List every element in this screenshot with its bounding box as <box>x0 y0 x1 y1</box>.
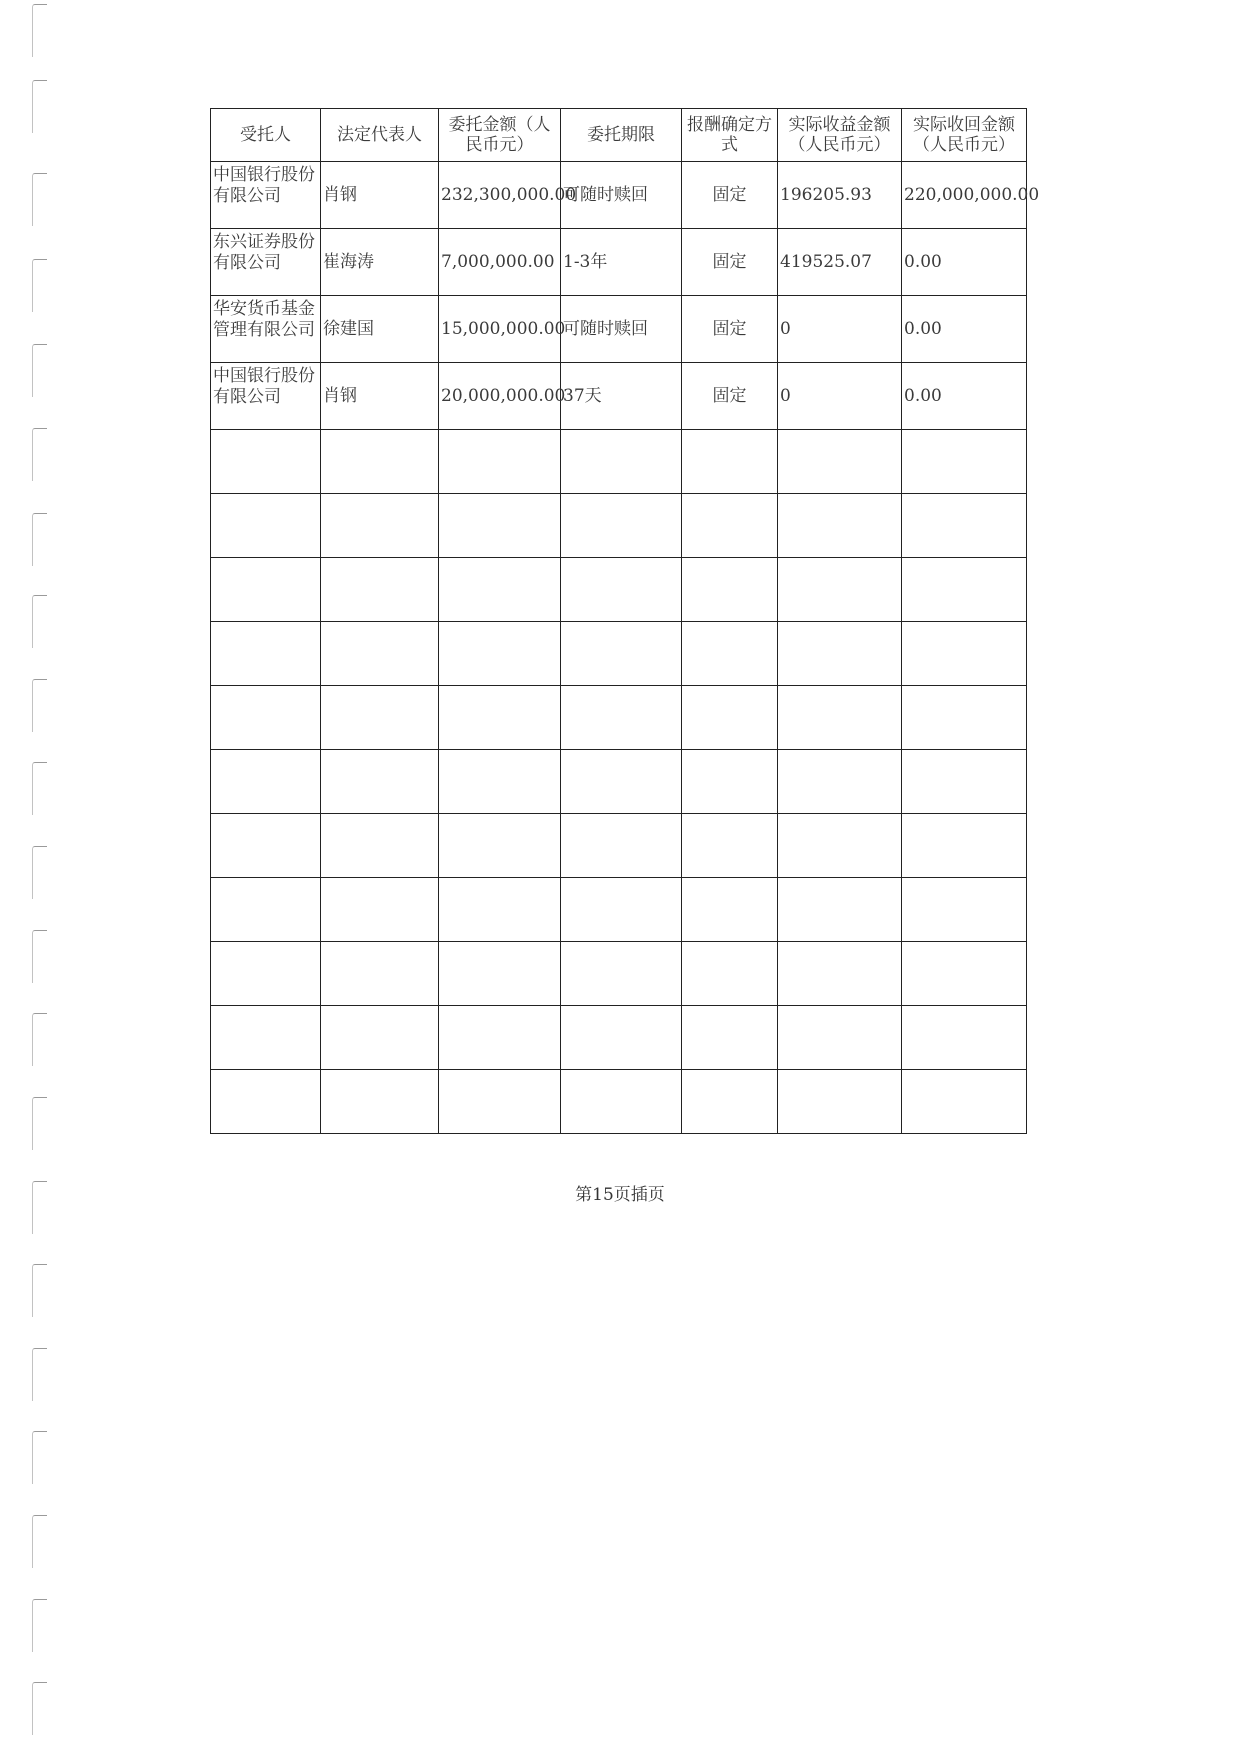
empty-cell <box>682 622 778 686</box>
empty-cell <box>902 878 1027 942</box>
empty-cell <box>321 942 439 1006</box>
cell-legal-representative: 崔海涛 <box>321 229 439 296</box>
binding-hole-mark <box>32 344 47 397</box>
empty-table-row <box>211 686 1027 750</box>
empty-cell <box>682 942 778 1006</box>
cell-actual-income: 196205.93 <box>778 162 902 229</box>
cell-remuneration-method: 固定 <box>682 363 778 430</box>
empty-cell <box>321 558 439 622</box>
empty-table-row <box>211 622 1027 686</box>
binding-marks <box>22 0 52 1753</box>
empty-cell <box>439 814 561 878</box>
empty-cell <box>561 814 682 878</box>
cell-legal-representative: 肖钢 <box>321 162 439 229</box>
empty-cell <box>682 814 778 878</box>
empty-cell <box>211 1070 321 1134</box>
empty-cell <box>561 878 682 942</box>
cell-actual-recovered: 220,000,000.00 <box>902 162 1027 229</box>
empty-cell <box>561 430 682 494</box>
header-entrusted-amount: 委托金额（人民币元） <box>439 109 561 162</box>
header-actual-recovered: 实际收回金额（人民币元） <box>902 109 1027 162</box>
empty-cell <box>321 878 439 942</box>
empty-cell <box>321 1070 439 1134</box>
binding-hole-mark <box>32 1013 47 1066</box>
table-row <box>211 229 1027 296</box>
empty-cell <box>211 430 321 494</box>
empty-cell <box>902 622 1027 686</box>
cell-legal-representative: 肖钢 <box>321 363 439 430</box>
empty-cell <box>778 878 902 942</box>
empty-cell <box>902 494 1027 558</box>
binding-hole-mark <box>32 595 47 648</box>
empty-cell <box>902 942 1027 1006</box>
empty-table-row <box>211 878 1027 942</box>
blank-rows <box>211 430 1027 1134</box>
empty-cell <box>561 942 682 1006</box>
empty-cell <box>211 494 321 558</box>
empty-cell <box>211 942 321 1006</box>
empty-cell <box>321 622 439 686</box>
empty-cell <box>211 558 321 622</box>
cell-remuneration-method: 固定 <box>682 296 778 363</box>
binding-hole-mark <box>32 259 47 312</box>
cell-actual-income: 419525.07 <box>778 229 902 296</box>
binding-hole-mark <box>32 846 47 899</box>
binding-hole-mark <box>32 1599 47 1652</box>
binding-hole-mark <box>32 173 47 226</box>
empty-cell <box>778 494 902 558</box>
table-header-row <box>211 109 1027 162</box>
empty-cell <box>778 814 902 878</box>
empty-table-row <box>211 430 1027 494</box>
empty-table-row <box>211 1070 1027 1134</box>
binding-hole-mark <box>32 1097 47 1150</box>
binding-hole-mark <box>32 80 47 133</box>
header-trustee: 受托人 <box>211 109 321 162</box>
cell-remuneration-method: 固定 <box>682 162 778 229</box>
cell-trustee: 中国银行股份有限公司 <box>211 162 321 229</box>
empty-cell <box>561 1006 682 1070</box>
empty-cell <box>321 1006 439 1070</box>
empty-cell <box>561 750 682 814</box>
empty-cell <box>561 686 682 750</box>
cell-actual-recovered: 0.00 <box>902 296 1027 363</box>
binding-hole-mark <box>32 930 47 983</box>
empty-cell <box>778 686 902 750</box>
empty-cell <box>321 750 439 814</box>
cell-trustee: 东兴证券股份有限公司 <box>211 229 321 296</box>
empty-table-row <box>211 558 1027 622</box>
cell-actual-recovered: 0.00 <box>902 229 1027 296</box>
header-entrusted-term: 委托期限 <box>561 109 682 162</box>
empty-cell <box>321 686 439 750</box>
header-remuneration-method: 报酬确定方式 <box>682 109 778 162</box>
empty-cell <box>321 814 439 878</box>
empty-cell <box>211 814 321 878</box>
cell-entrusted-amount: 20,000,000.00 <box>439 363 561 430</box>
empty-table-row <box>211 814 1027 878</box>
binding-hole-mark <box>32 1348 47 1401</box>
table-row <box>211 363 1027 430</box>
empty-cell <box>211 750 321 814</box>
entrusted-assets-table <box>210 108 1040 1134</box>
empty-cell <box>778 622 902 686</box>
header-legal-representative: 法定代表人 <box>321 109 439 162</box>
binding-hole-mark <box>32 762 47 815</box>
empty-cell <box>439 430 561 494</box>
cell-entrusted-amount: 7,000,000.00 <box>439 229 561 296</box>
binding-hole-mark <box>32 1682 47 1735</box>
empty-cell <box>682 686 778 750</box>
page-footer: 第15页插页 <box>575 1185 665 1205</box>
empty-cell <box>778 942 902 1006</box>
empty-cell <box>778 430 902 494</box>
empty-cell <box>321 494 439 558</box>
empty-cell <box>439 1070 561 1134</box>
empty-cell <box>778 1070 902 1134</box>
empty-cell <box>439 494 561 558</box>
empty-cell <box>682 558 778 622</box>
cell-actual-income: 0 <box>778 296 902 363</box>
empty-cell <box>902 1006 1027 1070</box>
cell-entrusted-term: 可随时赎回 <box>561 162 682 229</box>
empty-cell <box>439 622 561 686</box>
empty-table-row <box>211 750 1027 814</box>
binding-hole-mark <box>32 1431 47 1484</box>
empty-cell <box>778 750 902 814</box>
empty-cell <box>439 1006 561 1070</box>
cell-actual-recovered: 0.00 <box>902 363 1027 430</box>
binding-hole-mark <box>32 4 47 57</box>
empty-cell <box>211 686 321 750</box>
binding-hole-mark <box>32 1264 47 1317</box>
cell-legal-representative: 徐建国 <box>321 296 439 363</box>
empty-cell <box>439 558 561 622</box>
empty-cell <box>321 430 439 494</box>
table-row <box>211 296 1027 363</box>
header-actual-income: 实际收益金额（人民币元） <box>778 109 902 162</box>
empty-cell <box>211 622 321 686</box>
empty-cell <box>439 686 561 750</box>
empty-cell <box>902 686 1027 750</box>
cell-remuneration-method: 固定 <box>682 229 778 296</box>
empty-table-row <box>211 494 1027 558</box>
empty-cell <box>211 1006 321 1070</box>
empty-table-row <box>211 1006 1027 1070</box>
binding-hole-mark <box>32 428 47 481</box>
empty-cell <box>902 814 1027 878</box>
empty-cell <box>902 1070 1027 1134</box>
empty-cell <box>561 558 682 622</box>
empty-cell <box>682 1006 778 1070</box>
cell-trustee: 华安货币基金管理有限公司 <box>211 296 321 363</box>
empty-cell <box>682 750 778 814</box>
cell-entrusted-term: 37天 <box>561 363 682 430</box>
cell-actual-income: 0 <box>778 363 902 430</box>
empty-cell <box>439 878 561 942</box>
cell-entrusted-amount: 232,300,000.00 <box>439 162 561 229</box>
empty-cell <box>561 1070 682 1134</box>
empty-cell <box>682 430 778 494</box>
empty-cell <box>902 750 1027 814</box>
binding-hole-mark <box>32 679 47 732</box>
empty-cell <box>561 622 682 686</box>
binding-hole-mark <box>32 1515 47 1568</box>
empty-cell <box>211 878 321 942</box>
empty-cell <box>439 750 561 814</box>
binding-hole-mark <box>32 513 47 566</box>
cell-entrusted-term: 可随时赎回 <box>561 296 682 363</box>
empty-cell <box>682 1070 778 1134</box>
empty-cell <box>778 558 902 622</box>
empty-cell <box>902 558 1027 622</box>
cell-trustee: 中国银行股份有限公司 <box>211 363 321 430</box>
empty-cell <box>682 878 778 942</box>
empty-cell <box>682 494 778 558</box>
empty-cell <box>439 942 561 1006</box>
empty-cell <box>902 430 1027 494</box>
cell-entrusted-term: 1-3年 <box>561 229 682 296</box>
empty-table-row <box>211 942 1027 1006</box>
empty-cell <box>778 1006 902 1070</box>
cell-entrusted-amount: 15,000,000.00 <box>439 296 561 363</box>
table-row <box>211 162 1027 229</box>
empty-cell <box>561 494 682 558</box>
